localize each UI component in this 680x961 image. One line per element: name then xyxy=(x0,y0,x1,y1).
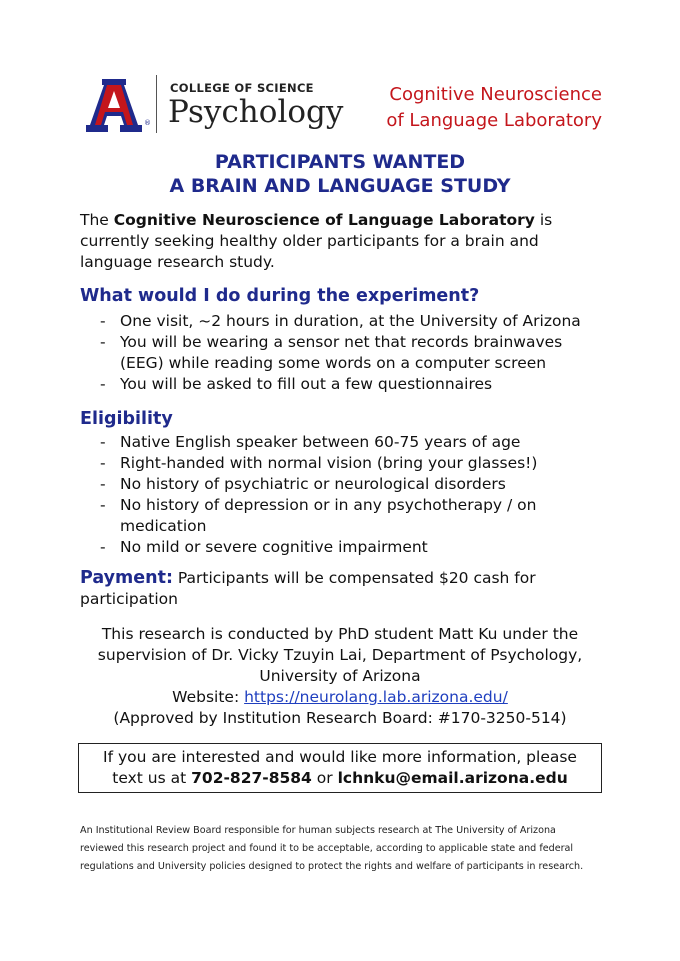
payment-text: Participants will be compensated $20 cash for participation xyxy=(80,569,536,608)
approval-line: (Approved by Institution Research Board: #170-3250-514) xyxy=(113,709,567,727)
website-line xyxy=(70,687,610,708)
list-item: - You will be asked to fill out a few questionnaires xyxy=(100,375,493,393)
intro-prefix: The xyxy=(80,211,114,229)
college-name: COLLEGE OF SCIENCE xyxy=(170,81,314,95)
university-a-logo-icon xyxy=(80,77,148,133)
experiment-list xyxy=(100,311,600,395)
eligibility-list xyxy=(100,432,600,558)
research-line1: This research is conducted by PhD student Matt Ku under the xyxy=(101,625,579,643)
disclaimer-line3: regulations and University policies designed to protect the rights and welfare of participants in research. xyxy=(80,861,584,872)
headline-line2: A BRAIN AND LANGUAGE STUDY xyxy=(169,175,511,197)
list-item: - No history of depression or in any psychotherapy / on medication xyxy=(100,496,537,535)
contact-email[interactable]: lchnku@email.arizona.edu xyxy=(337,769,568,787)
intro-paragraph xyxy=(80,210,600,273)
research-line2: supervision of Dr. Vicky Tzuyin Lai, Department of Psychology, xyxy=(97,646,583,664)
contact-line1: If you are interested and would like more information, please xyxy=(103,748,577,766)
experiment-heading: What would I do during the experiment? xyxy=(80,286,480,306)
website-label: Website: xyxy=(172,688,245,706)
department-name: Psychology xyxy=(168,94,344,130)
registered-mark: ® xyxy=(144,119,151,127)
intro-rest: is currently seeking healthy older participants for a brain and language research study. xyxy=(80,211,553,271)
research-line3: University of Arizona xyxy=(259,667,421,685)
contact-box xyxy=(78,743,602,793)
eligibility-heading: Eligibility xyxy=(80,409,173,429)
research-info xyxy=(70,624,610,729)
list-item: - No history of psychiatric or neurological disorders xyxy=(100,475,506,493)
list-item: - Right-handed with normal vision (bring your glasses!) xyxy=(100,454,538,472)
contact-prefix: text us at xyxy=(112,769,192,787)
payment-label: Payment: xyxy=(80,568,173,588)
disclaimer-line2: reviewed this research project and found it to be acceptable, according to applicable state and federal xyxy=(80,843,574,854)
contact-phone[interactable]: 702-827-8584 xyxy=(191,769,312,787)
list-item: - You will be wearing a sensor net that records brainwaves (EEG) while reading some words on a computer screen xyxy=(100,333,563,372)
website-link[interactable]: https://neurolang.lab.arizona.edu/ xyxy=(244,688,508,706)
contact-line2 xyxy=(79,768,601,789)
contact-or: or xyxy=(311,769,338,787)
list-item: - Native English speaker between 60-75 years of age xyxy=(100,433,521,451)
intro-lab-name: Cognitive Neuroscience of Language Laboratory xyxy=(113,211,535,229)
payment-paragraph xyxy=(80,568,600,610)
lab-name-line2: of Language Laboratory xyxy=(386,110,602,131)
list-item: - No mild or severe cognitive impairment xyxy=(100,538,428,556)
disclaimer-line1: An Institutional Review Board responsible for human subjects research at The University of Arizona xyxy=(80,825,556,836)
lab-name xyxy=(386,82,602,134)
headline-line1: PARTICIPANTS WANTED xyxy=(214,151,466,173)
irb-disclaimer xyxy=(80,822,610,876)
list-item: - One visit, ~2 hours in duration, at the University of Arizona xyxy=(100,312,581,330)
lab-name-line1: Cognitive Neuroscience xyxy=(389,84,602,105)
university-logo xyxy=(80,75,344,133)
logo-divider xyxy=(156,75,157,133)
